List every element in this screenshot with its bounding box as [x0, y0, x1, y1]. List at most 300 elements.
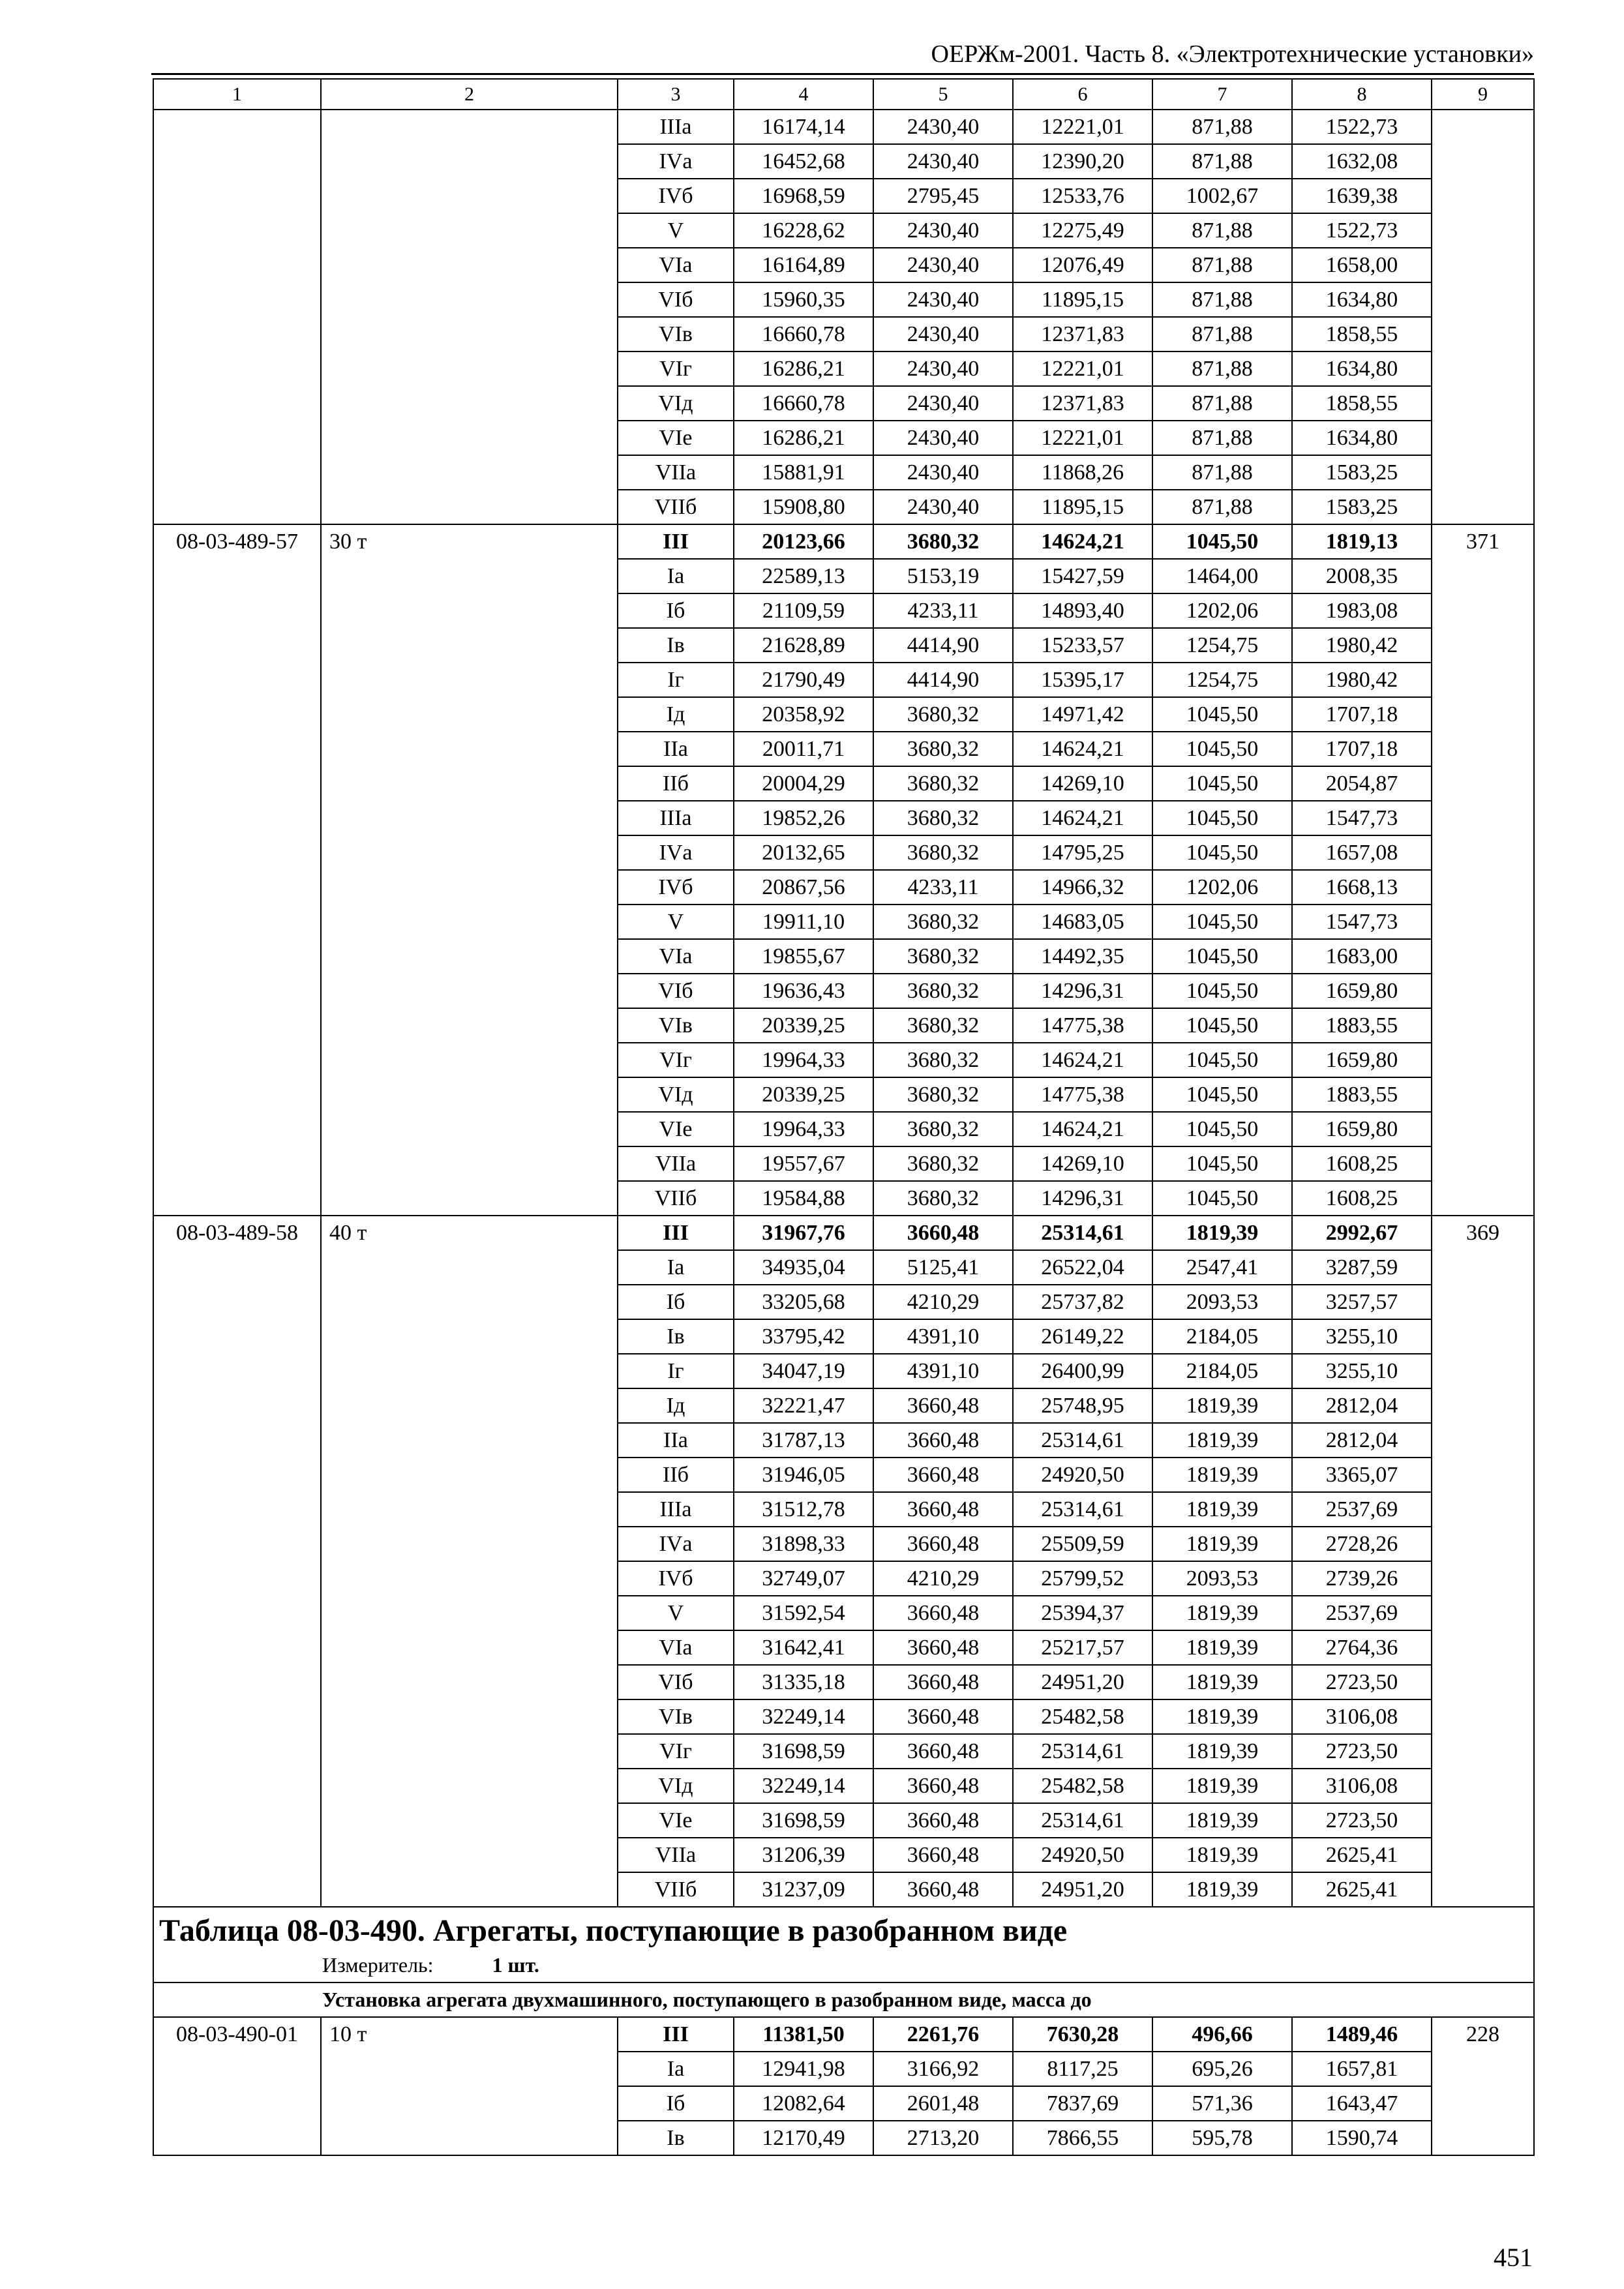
table-cell: 1634,80: [1292, 421, 1432, 455]
table-cell: 14775,38: [1013, 1077, 1152, 1112]
table-cell: 1045,50: [1152, 1008, 1292, 1043]
table-cell: 20011,71: [734, 732, 873, 766]
table-cell: 871,88: [1152, 110, 1292, 144]
table-cell: 3660,48: [873, 1803, 1013, 1838]
table-cell: 20358,92: [734, 697, 873, 732]
table-cell: 871,88: [1152, 282, 1292, 317]
table-cell: 1819,39: [1152, 1769, 1292, 1803]
table-cell: 3680,32: [873, 939, 1013, 974]
table-cell: 1819,39: [1152, 1734, 1292, 1769]
zone-index: Iа: [618, 2052, 734, 2086]
table-cell: 26522,04: [1013, 1250, 1152, 1285]
zone-index: VIг: [618, 352, 734, 386]
table-cell: 2812,04: [1292, 1423, 1432, 1458]
table-cell: 14775,38: [1013, 1008, 1152, 1043]
zone-index: VIе: [618, 1112, 734, 1146]
table-cell: 3287,59: [1292, 1250, 1432, 1285]
table-cell: 14296,31: [1013, 974, 1152, 1008]
table-cell: 3680,32: [873, 1077, 1013, 1112]
zone-index: VIв: [618, 1008, 734, 1043]
zone-index: VIе: [618, 421, 734, 455]
table-row: [153, 2017, 1534, 2052]
table-cell: 571,36: [1152, 2086, 1292, 2121]
zone-index: Iг: [618, 1354, 734, 1388]
table-cell: 1819,39: [1152, 1458, 1292, 1492]
zone-index: VIа: [618, 939, 734, 974]
table-cell: 2537,69: [1292, 1492, 1432, 1527]
table-cell: 14683,05: [1013, 905, 1152, 939]
table-cell: 31642,41: [734, 1630, 873, 1665]
col9-value: 371: [1432, 524, 1534, 1216]
table-cell: 14296,31: [1013, 1181, 1152, 1216]
table-cell: 1522,73: [1292, 110, 1432, 144]
zone-index: VIб: [618, 974, 734, 1008]
zone-index: V: [618, 905, 734, 939]
table-cell: 1202,06: [1152, 593, 1292, 628]
table-cell: 21790,49: [734, 663, 873, 697]
table-cell: 1819,39: [1152, 1216, 1292, 1250]
table-cell: 4391,10: [873, 1354, 1013, 1388]
zone-index: V: [618, 213, 734, 248]
table-cell: 32749,07: [734, 1561, 873, 1596]
table-cell: 31967,76: [734, 1216, 873, 1250]
column-number: 6: [1013, 79, 1152, 110]
table-cell: 2992,67: [1292, 1216, 1432, 1250]
table-cell: 33795,42: [734, 1319, 873, 1354]
table-cell: 14893,40: [1013, 593, 1152, 628]
table-cell: 12371,83: [1013, 317, 1152, 352]
table-cell: 32249,14: [734, 1699, 873, 1734]
table-cell: 1547,73: [1292, 905, 1432, 939]
table-cell: 496,66: [1152, 2017, 1292, 2052]
table-cell: 25482,58: [1013, 1699, 1152, 1734]
table-cell: 2430,40: [873, 248, 1013, 282]
table-cell: 3660,48: [873, 1423, 1013, 1458]
column-number: 2: [321, 79, 618, 110]
table-cell: 1254,75: [1152, 628, 1292, 663]
table-cell: 3660,48: [873, 1630, 1013, 1665]
table-cell: 2184,05: [1152, 1354, 1292, 1388]
table-cell: 1819,39: [1152, 1388, 1292, 1423]
table-cell: 2430,40: [873, 317, 1013, 352]
table-cell: 1632,08: [1292, 144, 1432, 179]
zone-index: VIIа: [618, 1146, 734, 1181]
table-cell: 695,26: [1152, 2052, 1292, 2086]
zone-index: Iв: [618, 1319, 734, 1354]
table-cell: 14269,10: [1013, 766, 1152, 801]
zone-index: IIIа: [618, 1492, 734, 1527]
table-cell: 21109,59: [734, 593, 873, 628]
table-cell: 7866,55: [1013, 2121, 1152, 2155]
table-cell: 3680,32: [873, 697, 1013, 732]
col9-value: 228: [1432, 2017, 1534, 2155]
table-cell: 1819,39: [1152, 1630, 1292, 1665]
zone-index: Iд: [618, 697, 734, 732]
table-cell: 1883,55: [1292, 1077, 1432, 1112]
table-cell: 2723,50: [1292, 1803, 1432, 1838]
table-cell: 2625,41: [1292, 1838, 1432, 1872]
table-cell: 1045,50: [1152, 801, 1292, 835]
table-cell: 4414,90: [873, 663, 1013, 697]
zone-index: Iб: [618, 593, 734, 628]
table-cell: 4210,29: [873, 1561, 1013, 1596]
table-cell: 3166,92: [873, 2052, 1013, 2086]
meter-value: 1 шт.: [492, 1953, 539, 1977]
table-cell: 2728,26: [1292, 1527, 1432, 1561]
table-cell: 1659,80: [1292, 1112, 1432, 1146]
table-cell: 2625,41: [1292, 1872, 1432, 1907]
table-cell: 14492,35: [1013, 939, 1152, 974]
table-cell: 16660,78: [734, 386, 873, 421]
table-cell: 15233,57: [1013, 628, 1152, 663]
table-cell: 2093,53: [1152, 1561, 1292, 1596]
table-cell: 15427,59: [1013, 559, 1152, 593]
table-cell: 25314,61: [1013, 1734, 1152, 1769]
table-cell: 3257,57: [1292, 1285, 1432, 1319]
table-cell: 31237,09: [734, 1872, 873, 1907]
zone-index: VIIа: [618, 455, 734, 490]
table-cell: 31512,78: [734, 1492, 873, 1527]
table-cell: 2601,48: [873, 2086, 1013, 2121]
table-cell: 2430,40: [873, 144, 1013, 179]
table-cell: 1254,75: [1152, 663, 1292, 697]
mass-value: [321, 110, 618, 524]
column-number: 4: [734, 79, 873, 110]
table-cell: 871,88: [1152, 144, 1292, 179]
table-row: [153, 524, 1534, 559]
col9-value: 369: [1432, 1216, 1534, 1907]
table-cell: 34935,04: [734, 1250, 873, 1285]
table-cell: 1819,39: [1152, 1596, 1292, 1630]
table-cell: 32249,14: [734, 1769, 873, 1803]
table-cell: 4210,29: [873, 1285, 1013, 1319]
table-cell: 31206,39: [734, 1838, 873, 1872]
table-cell: 25314,61: [1013, 1803, 1152, 1838]
table-cell: 16660,78: [734, 317, 873, 352]
table-cell: 25314,61: [1013, 1492, 1152, 1527]
table-cell: 871,88: [1152, 421, 1292, 455]
column-number: 1: [153, 79, 321, 110]
table-cell: 16174,14: [734, 110, 873, 144]
table-cell: 871,88: [1152, 248, 1292, 282]
zone-index: IVб: [618, 179, 734, 213]
table-cell: 3680,32: [873, 732, 1013, 766]
zone-index: IVа: [618, 835, 734, 870]
table-cell: 19636,43: [734, 974, 873, 1008]
zone-index: Iв: [618, 628, 734, 663]
zone-index: VIIб: [618, 1181, 734, 1216]
table-cell: 1639,38: [1292, 179, 1432, 213]
zone-index: Iа: [618, 1250, 734, 1285]
table-cell: 3660,48: [873, 1699, 1013, 1734]
table-cell: 1583,25: [1292, 490, 1432, 524]
table-cell: 1643,47: [1292, 2086, 1432, 2121]
table-cell: 2795,45: [873, 179, 1013, 213]
table-cell: 3660,48: [873, 1216, 1013, 1250]
zone-index: IIIа: [618, 110, 734, 144]
zone-index: IVа: [618, 144, 734, 179]
table-cell: 2430,40: [873, 282, 1013, 317]
table-cell: 16228,62: [734, 213, 873, 248]
zone-index: Iб: [618, 2086, 734, 2121]
table-cell: 3660,48: [873, 1596, 1013, 1630]
table-cell: 2547,41: [1152, 1250, 1292, 1285]
zone-index: Iг: [618, 663, 734, 697]
table-cell: 19557,67: [734, 1146, 873, 1181]
table-cell: 1045,50: [1152, 1112, 1292, 1146]
table-cell: 1858,55: [1292, 386, 1432, 421]
zone-index: Iд: [618, 1388, 734, 1423]
table-cell: 595,78: [1152, 2121, 1292, 2155]
table-cell: 1659,80: [1292, 1043, 1432, 1077]
table-cell: 1590,74: [1292, 2121, 1432, 2155]
zone-index: VIб: [618, 282, 734, 317]
zone-index: IIIа: [618, 801, 734, 835]
mass-value: 40 т: [321, 1216, 618, 1907]
table-cell: 1983,08: [1292, 593, 1432, 628]
table-cell: 1634,80: [1292, 282, 1432, 317]
table-cell: 3680,32: [873, 1112, 1013, 1146]
zone-index: VIг: [618, 1734, 734, 1769]
table-cell: 1464,00: [1152, 559, 1292, 593]
table-cell: 3680,32: [873, 766, 1013, 801]
column-number: 7: [1152, 79, 1292, 110]
table-cell: 1980,42: [1292, 628, 1432, 663]
mass-value: 10 т: [321, 2017, 618, 2155]
table-cell: 3660,48: [873, 1872, 1013, 1907]
table-cell: 871,88: [1152, 317, 1292, 352]
table-cell: 32221,47: [734, 1388, 873, 1423]
table-cell: 1002,67: [1152, 179, 1292, 213]
table-row: [153, 110, 1534, 144]
zone-index: IVа: [618, 1527, 734, 1561]
table-cell: 31946,05: [734, 1458, 873, 1492]
table-cell: 1045,50: [1152, 1146, 1292, 1181]
table-cell: 4233,11: [873, 870, 1013, 905]
table-cell: 14624,21: [1013, 524, 1152, 559]
table-cell: 1522,73: [1292, 213, 1432, 248]
table-cell: 1707,18: [1292, 732, 1432, 766]
table-cell: 31335,18: [734, 1665, 873, 1699]
table-cell: 1045,50: [1152, 835, 1292, 870]
table-cell: 871,88: [1152, 386, 1292, 421]
table-cell: 1045,50: [1152, 697, 1292, 732]
zone-index: VIд: [618, 1769, 734, 1803]
table-cell: 1608,25: [1292, 1146, 1432, 1181]
table-cell: 15908,80: [734, 490, 873, 524]
table-cell: 1658,00: [1292, 248, 1432, 282]
column-number: 5: [873, 79, 1013, 110]
table-cell: 3680,32: [873, 1008, 1013, 1043]
table-cell: 19911,10: [734, 905, 873, 939]
table-cell: 25737,82: [1013, 1285, 1152, 1319]
table-cell: 31698,59: [734, 1803, 873, 1838]
table-cell: 2430,40: [873, 421, 1013, 455]
table-cell: 1858,55: [1292, 317, 1432, 352]
table-cell: 4233,11: [873, 593, 1013, 628]
price-table-body: [153, 79, 1534, 2155]
table-cell: 4414,90: [873, 628, 1013, 663]
table-cell: 3660,48: [873, 1458, 1013, 1492]
table-cell: 12076,49: [1013, 248, 1152, 282]
table-cell: 1045,50: [1152, 524, 1292, 559]
table-cell: 3680,32: [873, 524, 1013, 559]
table-cell: 22589,13: [734, 559, 873, 593]
table-title-block: [153, 1907, 1534, 1982]
price-table: [153, 78, 1535, 2156]
table-title-row: [153, 1907, 1534, 1982]
table-cell: 1683,00: [1292, 939, 1432, 974]
zone-index: IVб: [618, 870, 734, 905]
table-title: Таблица 08-03-490. Агрегаты, поступающие в разобранном виде: [159, 1913, 1068, 1948]
table-cell: 5153,19: [873, 559, 1013, 593]
column-number: 9: [1432, 79, 1534, 110]
table-cell: 3660,48: [873, 1734, 1013, 1769]
table-cell: 26400,99: [1013, 1354, 1152, 1388]
zone-index: VIд: [618, 1077, 734, 1112]
table-cell: 1045,50: [1152, 974, 1292, 1008]
table-cell: 20339,25: [734, 1008, 873, 1043]
rate-code: 08-03-489-58: [153, 1216, 321, 1907]
table-cell: 2093,53: [1152, 1285, 1292, 1319]
table-cell: 11895,15: [1013, 490, 1152, 524]
table-cell: 25748,95: [1013, 1388, 1152, 1423]
table-cell: 14795,25: [1013, 835, 1152, 870]
column-number: 3: [618, 79, 734, 110]
table-cell: 16286,21: [734, 352, 873, 386]
table-cell: 3255,10: [1292, 1319, 1432, 1354]
table-cell: 19855,67: [734, 939, 873, 974]
table-cell: 1819,39: [1152, 1423, 1292, 1458]
table-cell: 2054,87: [1292, 766, 1432, 801]
table-cell: 3680,32: [873, 835, 1013, 870]
zone-index: IIа: [618, 1423, 734, 1458]
table-cell: 19964,33: [734, 1112, 873, 1146]
rate-code: 08-03-490-01: [153, 2017, 321, 2155]
table-cell: 11895,15: [1013, 282, 1152, 317]
column-number-row: [153, 79, 1534, 110]
table-cell: 1980,42: [1292, 663, 1432, 697]
table-cell: 871,88: [1152, 213, 1292, 248]
table-cell: 19964,33: [734, 1043, 873, 1077]
table-cell: 12082,64: [734, 2086, 873, 2121]
table-cell: 25482,58: [1013, 1769, 1152, 1803]
table-cell: 20123,66: [734, 524, 873, 559]
table-cell: 14624,21: [1013, 1043, 1152, 1077]
table-cell: 25217,57: [1013, 1630, 1152, 1665]
table-cell: 33205,68: [734, 1285, 873, 1319]
table-cell: 20004,29: [734, 766, 873, 801]
zone-index: IIб: [618, 766, 734, 801]
table-cell: 3660,48: [873, 1769, 1013, 1803]
table-cell: 25509,59: [1013, 1527, 1152, 1561]
table-cell: 12371,83: [1013, 386, 1152, 421]
table-cell: 12275,49: [1013, 213, 1152, 248]
table-cell: 16452,68: [734, 144, 873, 179]
table-cell: 3680,32: [873, 1181, 1013, 1216]
table-cell: 4391,10: [873, 1319, 1013, 1354]
zone-index: III: [618, 524, 734, 559]
table-cell: 25799,52: [1013, 1561, 1152, 1596]
table-cell: 2008,35: [1292, 559, 1432, 593]
table-cell: 1668,13: [1292, 870, 1432, 905]
table-cell: 11868,26: [1013, 455, 1152, 490]
running-header: ОЕРЖм-2001. Часть 8. «Электротехнические установки»: [931, 40, 1534, 68]
zone-index: VIIб: [618, 490, 734, 524]
table-cell: 2723,50: [1292, 1665, 1432, 1699]
header-rule: [151, 73, 1534, 75]
table-cell: 25314,61: [1013, 1216, 1152, 1250]
table-cell: 3660,48: [873, 1665, 1013, 1699]
table-cell: 3106,08: [1292, 1699, 1432, 1734]
rate-code: 08-03-489-57: [153, 524, 321, 1216]
zone-index: Iв: [618, 2121, 734, 2155]
zone-index: VIг: [618, 1043, 734, 1077]
column-number: 8: [1292, 79, 1432, 110]
table-cell: 871,88: [1152, 490, 1292, 524]
table-cell: 1819,39: [1152, 1665, 1292, 1699]
table-cell: 1045,50: [1152, 766, 1292, 801]
table-subtitle: Установка агрегата двухмашинного, поступающего в разобранном виде, масса до: [153, 1982, 1534, 2017]
meter-label: Измеритель:: [322, 1953, 434, 1977]
table-cell: 21628,89: [734, 628, 873, 663]
table-cell: 12221,01: [1013, 421, 1152, 455]
table-cell: 3365,07: [1292, 1458, 1432, 1492]
table-cell: 14624,21: [1013, 1112, 1152, 1146]
table-cell: 24920,50: [1013, 1458, 1152, 1492]
table-cell: 3660,48: [873, 1388, 1013, 1423]
table-cell: 16286,21: [734, 421, 873, 455]
zone-index: VIа: [618, 1630, 734, 1665]
table-cell: 2184,05: [1152, 1319, 1292, 1354]
table-cell: 2430,40: [873, 386, 1013, 421]
table-cell: 1707,18: [1292, 697, 1432, 732]
zone-index: IVб: [618, 1561, 734, 1596]
table-cell: 25394,37: [1013, 1596, 1152, 1630]
table-cell: 31898,33: [734, 1527, 873, 1561]
table-cell: 2812,04: [1292, 1388, 1432, 1423]
table-cell: 1819,39: [1152, 1838, 1292, 1872]
table-cell: 3660,48: [873, 1492, 1013, 1527]
table-cell: 1819,39: [1152, 1872, 1292, 1907]
zone-index: IIб: [618, 1458, 734, 1492]
table-cell: 1045,50: [1152, 1077, 1292, 1112]
table-cell: 2739,26: [1292, 1561, 1432, 1596]
table-cell: 1634,80: [1292, 352, 1432, 386]
table-cell: 34047,19: [734, 1354, 873, 1388]
table-cell: 1819,39: [1152, 1699, 1292, 1734]
table-cell: 19852,26: [734, 801, 873, 835]
zone-index: VIд: [618, 386, 734, 421]
table-cell: 25314,61: [1013, 1423, 1152, 1458]
table-cell: 12221,01: [1013, 352, 1152, 386]
zone-index: V: [618, 1596, 734, 1630]
mass-value: 30 т: [321, 524, 618, 1216]
table-cell: 12221,01: [1013, 110, 1152, 144]
table-cell: 12390,20: [1013, 144, 1152, 179]
table-cell: 1819,13: [1292, 524, 1432, 559]
table-cell: 12170,49: [734, 2121, 873, 2155]
table-cell: 11381,50: [734, 2017, 873, 2052]
table-cell: 2713,20: [873, 2121, 1013, 2155]
table-cell: 1657,81: [1292, 2052, 1432, 2086]
table-cell: 1547,73: [1292, 801, 1432, 835]
table-cell: 24951,20: [1013, 1665, 1152, 1699]
zone-index: VIе: [618, 1803, 734, 1838]
table-cell: 2764,36: [1292, 1630, 1432, 1665]
table-cell: 3106,08: [1292, 1769, 1432, 1803]
table-cell: 12941,98: [734, 2052, 873, 2086]
